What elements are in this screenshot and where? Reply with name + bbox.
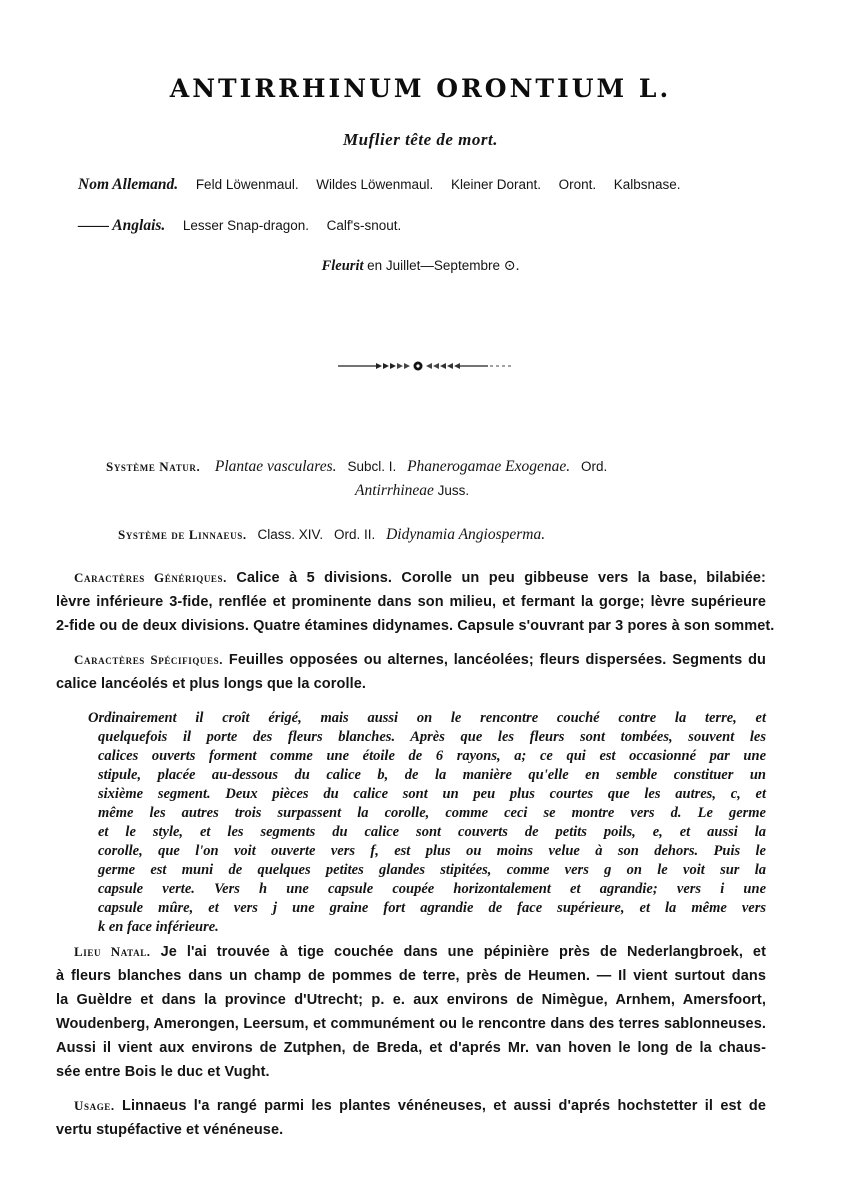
generic-characters-line [74, 570, 766, 586]
flowering-period [0, 258, 841, 275]
fleuron-divider-icon [338, 359, 518, 373]
linnaeus-order: Ord. II. [333, 527, 376, 542]
german-names-label: Nom Allemand. [78, 176, 179, 193]
habitat-line: Aussi il vient aux environs de Zutphen, de Breda, et d'aprés Mr. van hoven le long de la chaus- [56, 1040, 766, 1056]
german-name: Feld Löwenmaul. [195, 177, 299, 192]
german-names-row [78, 176, 695, 194]
specific-characters-label: Caractères Spécifiques. [74, 652, 224, 667]
systeme-natur-label: Système Natur. [106, 459, 201, 474]
specific-characters-text: Feuilles opposées ou alternes, lancéolées; fleurs dispersées. Segments du [228, 652, 766, 668]
generic-characters-line: lèvre inférieure 3-fide, renflée et prominente dans son milieu, et fermant la gorge; lèvre supérieure [56, 594, 766, 610]
flowering-label: Fleurit [321, 258, 364, 274]
english-names-label: —— Anglais. [78, 217, 166, 234]
description-line: calices ouverts forment comme une étoile de 6 rayons, a; ce qui est occasionné par une [98, 748, 766, 764]
description-line: même les autres trois surpassent la corolle, comme ceci se montre vers d. Le germe [98, 805, 766, 821]
specific-characters-line: calice lancéolés et plus longs que la corolle. [56, 676, 367, 692]
description-line: k en face inférieure. [98, 919, 219, 935]
description-line: stipule, placée au-dessous du calice b, de la manière qu'elle en semble constituer un [98, 767, 766, 783]
specific-characters-line [74, 652, 766, 668]
usage-line [74, 1098, 766, 1114]
systeme-linnaeus-line [118, 526, 545, 544]
german-name: Oront. [558, 177, 597, 192]
flowering-months: en Juillet—Septembre [367, 258, 500, 273]
usage-label: Usage. [74, 1098, 115, 1113]
linnaeus-name: Didynamia Angiosperma. [386, 526, 546, 543]
description-line: corolle, que l'on voit ouverte vers f, est plus ou moins velue à son dehors. Puis le [98, 843, 766, 859]
description-line: capsule mûre, et vers j une graine fort agrandie de face supérieure, et la même vers [98, 900, 766, 916]
habitat-line: Woudenberg, Amerongen, Leersum, et communément ou le rencontre dans des terres sablonneuses. [56, 1016, 766, 1032]
habitat-line: la Guèldre et dans la province d'Utrecht; p. e. aux environs de Nimègue, Arnhem, Amersfoort, [56, 992, 766, 1008]
habitat-label: Lieu Natal. [74, 944, 151, 959]
habitat-line [74, 944, 766, 960]
usage-text: Linnaeus l'a rangé parmi les plantes vénéneuses, et aussi d'aprés hochstetter il est de [122, 1098, 766, 1114]
generic-characters-label: Caractères Génériques. [74, 570, 227, 585]
german-name: Kalbsnase. [613, 177, 681, 192]
description-line: et le style, et les segments du calice sont couverts de petits poils, e, et aussi la [98, 824, 766, 840]
linnaeus-class: Class. XIV. [257, 527, 324, 542]
habitat-line: à fleurs blanches dans un champ de pommes de terre, près de Heumen. — Il vient surtout dans [56, 968, 766, 984]
german-name: Kleiner Dorant. [450, 177, 541, 192]
description-line: sixième segment. Deux pièces du calice sont un peu plus courtes que les autres, c, et [98, 786, 766, 802]
systeme-natur-part: Plantae vasculares. [214, 458, 337, 475]
habitat-text: Je l'ai trouvée à tige couchée dans une pépinière près de Nederlangbroek, et [160, 944, 766, 960]
systeme-natur-line2 [355, 482, 469, 500]
systeme-linnaeus-label: Système de Linnaeus. [118, 527, 247, 542]
systeme-natur-part: Ord. [580, 459, 608, 474]
usage-line: vertu stupéfactive et vénéneuse. [56, 1122, 284, 1138]
page-title: ANTIRRHINUM ORONTIUM L. [169, 74, 672, 103]
systeme-natur-line1 [106, 458, 607, 476]
common-name-subtitle: Muflier tête de mort. [343, 130, 498, 149]
english-name: Lesser Snap-dragon. [182, 218, 309, 233]
habitat-line: sée entre Bois le duc et Vught. [56, 1064, 270, 1080]
generic-characters-line: 2-fide ou de deux divisions. Quatre étamines didynames. Capsule s'ouvrant par 3 pores à son sommet. [56, 618, 775, 634]
description-line: Ordinairement il croît érigé, mais aussi on le rencontre couché contre la terre, et [88, 710, 766, 726]
description-line: capsule verte. Vers h une capsule coupée horizontalement et agrandie; vers i une [98, 881, 766, 897]
description-line: quelquefois il porte des fleurs blanches. Après que les fleurs sont tombées, souvent les [98, 729, 766, 745]
english-names-row [78, 217, 415, 235]
systeme-natur-order: Antirrhineae [355, 482, 434, 499]
systeme-natur-part: Subcl. I. [347, 459, 397, 474]
systeme-natur-part: Phanerogamae Exogenae. [407, 458, 571, 475]
annual-symbol-icon: ⊙. [503, 258, 520, 274]
german-name: Wildes Löwenmaul. [316, 177, 434, 192]
english-name: Calf's-snout. [326, 218, 402, 233]
description-line: germe est muni de quelques petites glandes stipitées, comme vers g on le voit sur la [98, 862, 766, 878]
systeme-natur-authority: Juss. [437, 483, 470, 498]
generic-characters-text: Calice à 5 divisions. Corolle un peu gibbeuse vers la base, bilabiée: [236, 570, 766, 586]
